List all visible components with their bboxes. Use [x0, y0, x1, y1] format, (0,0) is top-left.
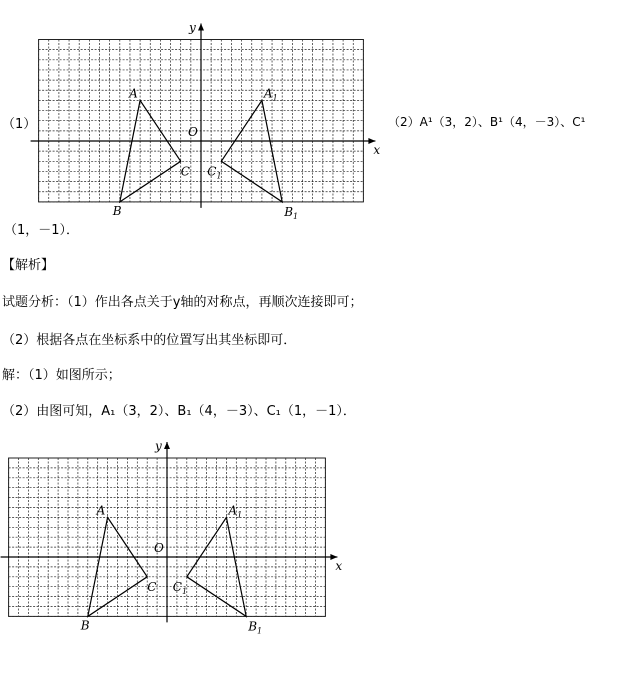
point-label-b: B: [80, 618, 90, 633]
point-label-c1: $C_1$: [207, 164, 222, 181]
part1-label: （1）: [2, 117, 37, 132]
point-label-c1: $C_1$: [172, 579, 188, 596]
point-label-c: C: [180, 164, 190, 179]
point-label-subscript: 1: [237, 510, 243, 520]
point-label-a: A: [129, 86, 138, 101]
solution-line-1: 解：（1）如图所示；: [2, 368, 121, 383]
x-axis-label: x: [335, 559, 343, 573]
figure-bottom: [0, 430, 350, 640]
point-label-a: A: [96, 503, 106, 518]
point-label-b: B: [112, 203, 122, 218]
point-label-b1: $B_1$: [284, 204, 299, 221]
point-label-a1: $A_1$: [263, 86, 278, 103]
solution-line-2: （2）由图可知，A₁（3，2）、B₁（4，－3）、C₁（1，－1）．: [2, 404, 356, 419]
origin-label: O: [188, 125, 198, 139]
y-axis-arrow: [198, 24, 204, 31]
point-label-a1: $A_1$: [228, 503, 243, 520]
analysis-heading: 【解析】: [2, 258, 55, 273]
y-axis-label: y: [155, 439, 162, 453]
coordinate-figure-1: [0, 0, 390, 225]
part2-answer: （2）A¹（3，2）、B¹（4，－3）、C¹: [388, 115, 586, 129]
point-label-b1: $B_1$: [248, 619, 263, 636]
answer-continuation: （1，－1）．: [4, 223, 80, 238]
figure-top: [0, 0, 390, 225]
point-label-subscript: 1: [272, 93, 278, 103]
y-axis-arrow: [164, 442, 170, 449]
point-label-subscript: 1: [257, 626, 263, 636]
y-axis-label: y: [189, 20, 196, 35]
analysis-line-1: 试题分析：（1）作出各点关于y轴的对称点，再顺次连接即可；: [2, 295, 363, 310]
coordinate-figure-2: [0, 430, 350, 640]
point-label-c: C: [147, 579, 157, 594]
origin-label: O: [154, 541, 164, 555]
point-label-subscript: 1: [293, 211, 299, 221]
point-label-subscript: 1: [181, 586, 188, 596]
x-axis-label: x: [373, 143, 381, 157]
analysis-line-2: （2）根据各点在坐标系中的位置写出其坐标即可．: [2, 333, 297, 348]
point-label-subscript: 1: [216, 171, 222, 181]
